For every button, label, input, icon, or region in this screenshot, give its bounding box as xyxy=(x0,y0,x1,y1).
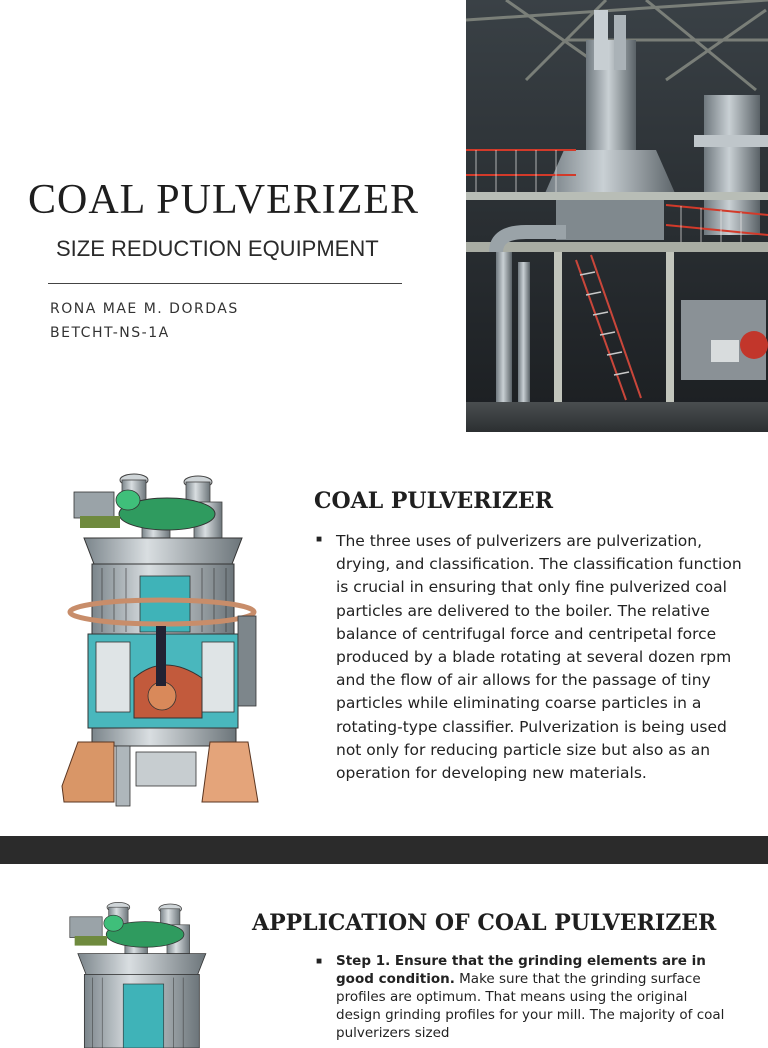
application-slide xyxy=(0,864,768,1041)
section-heading: APPLICATION OF COAL PULVERIZER xyxy=(252,910,717,936)
bullet-icon: ■ xyxy=(316,956,323,967)
slide-separator-band xyxy=(0,836,768,864)
step-lead: Step 1. Ensure that the grinding elements are in good condition. xyxy=(336,953,706,987)
coal-pulverizer-illustration xyxy=(52,888,222,1048)
title-divider xyxy=(48,283,402,284)
bullet-icon: ■ xyxy=(316,534,323,545)
power-plant-photo xyxy=(466,0,768,432)
coal-pulverizer-cutaway-illustration xyxy=(52,456,262,812)
author-section: BETCHT-NS-1A xyxy=(50,325,170,341)
description-slide xyxy=(0,444,768,836)
slide-title: COAL PULVERIZER xyxy=(28,177,420,223)
description-paragraph: The three uses of pulverizers are pulverization, drying, and classification. The classification function is crucial in ensuring that only fine pulverized coal particles are delivered to the boiler. The relative balance of centrifugal force and centripetal force produced by a blade rotating at several dozen rpm and the flow of air allows for the passage of tiny particles while eliminating coarse particles in a rotating-type classifier. Pulverization is being used not only for reducing particle size but also as an operation for developing new materials. xyxy=(336,532,742,783)
slide-subtitle: SIZE REDUCTION EQUIPMENT xyxy=(56,236,379,261)
step-body: Make sure that the grinding surface profiles are optimum. That means using the original design grinding profiles for your mill. The majority of coal pulverizers sized xyxy=(336,971,725,1041)
author-block xyxy=(50,297,239,345)
section-heading: COAL PULVERIZER xyxy=(314,488,553,514)
title-slide xyxy=(0,0,768,432)
author-name: RONA MAE M. DORDAS xyxy=(50,301,239,317)
step-paragraph xyxy=(336,952,736,1042)
